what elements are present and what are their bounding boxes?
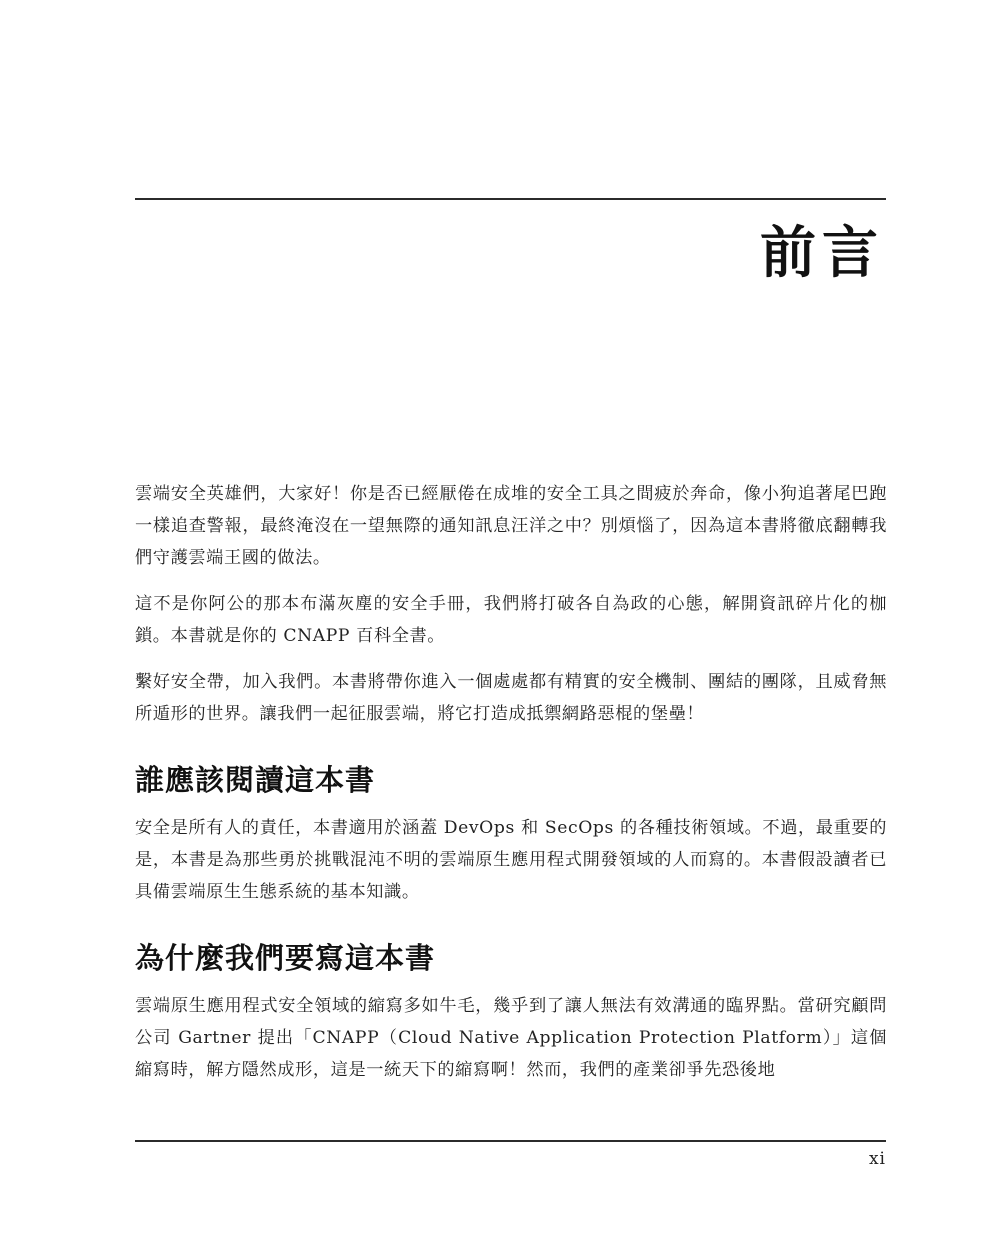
bottom-divider	[135, 1140, 886, 1142]
chapter-title: 前言	[760, 221, 884, 286]
intro-paragraph-2: 這不是你阿公的那本布滿灰塵的安全手冊，我們將打破各自為政的心態，解開資訊碎片化的枷鎖。本書就是你的 CNAPP 百科全書。	[135, 594, 887, 646]
section-heading-who-should-read: 誰應該閱讀這本書	[135, 763, 376, 797]
section-paragraph-who-should-read: 安全是所有人的責任，本書適用於涵蓋 DevOps 和 SecOps 的各種技術領域。不過，最重要的是，本書是為那些勇於挑戰混沌不明的雲端原生應用程式開發領域的人而寫的。本書假設讀者已具備雲端原生生態系統的基本知識。	[135, 818, 887, 902]
intro-paragraph-3: 繫好安全帶，加入我們。本書將帶你進入一個處處都有精實的安全機制、團結的團隊，且威脅無所遁形的世界。讓我們一起征服雲端，將它打造成抵禦網路惡棍的堡壘！	[135, 672, 887, 724]
page-body	[135, 478, 887, 1100]
section-paragraph-why-we-wrote: 雲端原生應用程式安全領域的縮寫多如牛毛，幾乎到了讓人無法有效溝通的臨界點。當研究顧問公司 Gartner 提出「CNAPP（Cloud Native Application Protection Platform）」這個縮寫時，解方隱然成形，這是一統天下的縮寫啊！然而，我們的產業卻爭先恐後地	[135, 996, 887, 1080]
page-number: xi	[868, 1149, 886, 1169]
top-divider	[135, 198, 886, 200]
intro-paragraph-1: 雲端安全英雄們，大家好！你是否已經厭倦在成堆的安全工具之間疲於奔命，像小狗追著尾巴跑一樣追查警報，最終淹沒在一望無際的通知訊息汪洋之中？別煩惱了，因為這本書將徹底翻轉我們守護雲端王國的做法。	[135, 484, 887, 568]
section-heading-why-we-wrote: 為什麼我們要寫這本書	[135, 941, 436, 975]
